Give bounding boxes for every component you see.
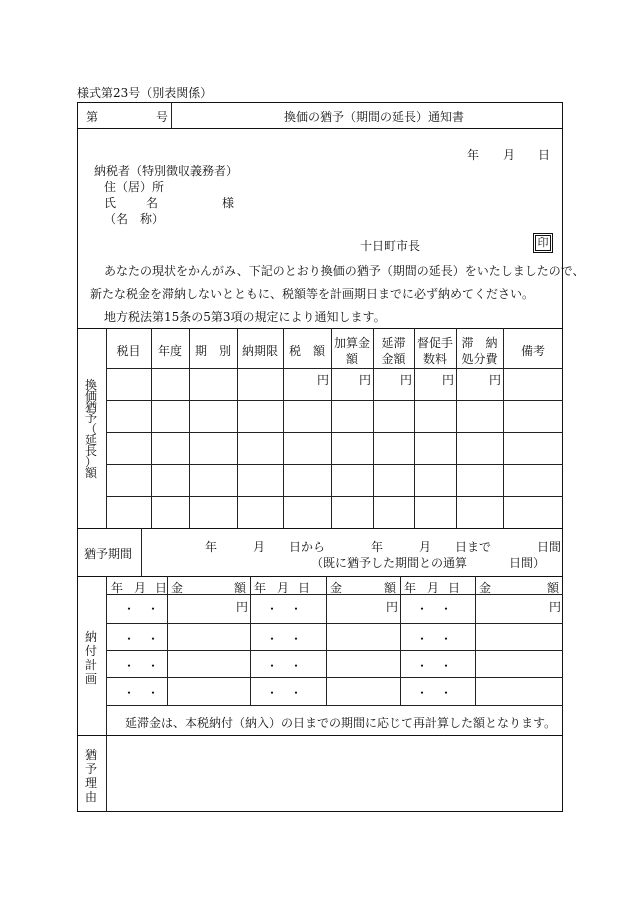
plan-date-dots: ・ ・ [266, 602, 303, 616]
plan-header-amount-b: 額 [234, 581, 247, 595]
yen-unit: 円 [317, 373, 330, 387]
side-label-char: 付 [84, 644, 97, 658]
taxpayer-label: 納税者（特別徴収義務者） [94, 164, 239, 178]
side-label-char: 計 [84, 658, 97, 672]
plan-date-dots: ・ ・ [416, 632, 453, 646]
side-label-char: 理 [84, 776, 97, 790]
plan-header-year: 年 [404, 581, 417, 595]
col-header-tax-amount: 税 額 [288, 344, 325, 358]
plan-header-amount-a: 金 [171, 581, 184, 595]
col-header-disposal-a: 滞 納 [461, 336, 498, 350]
official-seal: 印 [535, 235, 551, 251]
col-header-addition-b: 額 [345, 352, 358, 366]
period-to-year: 年 [371, 540, 384, 554]
plan-note: 延滞金は、本税納付（納入）の日までの期間に応じて再計算した額となります。 [125, 716, 557, 730]
side-label-char: 額 [84, 466, 97, 480]
plan-date-dots: ・ ・ [416, 686, 453, 700]
plan-date-dots: ・ ・ [266, 632, 303, 646]
plan-header-year: 年 [254, 581, 267, 595]
yen-unit: 円 [489, 373, 502, 387]
yen-unit: 円 [442, 373, 455, 387]
plan-header-amount-a: 金 [330, 581, 343, 595]
col-header-addition-a: 加算金 [333, 336, 370, 350]
side-label-char: 猶 [84, 748, 97, 762]
col-header-fiscal-year: 年度 [157, 344, 182, 358]
plan-header-month: 月 [134, 581, 147, 595]
yen-unit: 円 [400, 373, 413, 387]
period-note-b: 日間） [509, 556, 546, 570]
plan-header-day: 日 [155, 581, 168, 595]
yen-unit: 円 [359, 373, 372, 387]
col-header-delay-a: 延滞 [381, 336, 406, 350]
col-header-urge-a: 督促手 [416, 336, 453, 350]
period-note-a: （既に猶予した期間との通算 [311, 556, 468, 570]
plan-header-month: 月 [277, 581, 290, 595]
plan-header-amount-b: 額 [384, 581, 397, 595]
period-from-year: 年 [205, 540, 218, 554]
name-label-b: 名 [146, 196, 159, 210]
period-label: 猶予期間 [84, 547, 133, 561]
plan-date-dots: ・ ・ [123, 602, 160, 616]
side-label-char: ） [84, 455, 97, 469]
col-header-remarks: 備考 [520, 344, 545, 358]
col-header-deadline: 納期限 [241, 344, 278, 358]
side-label-char: 延 [84, 433, 97, 447]
plan-date-dots: ・ ・ [123, 659, 160, 673]
col-header-disposal-b: 処分費 [461, 352, 498, 366]
issuer-name: 十日町市長 [360, 239, 421, 253]
side-label-char: 長 [84, 444, 97, 458]
plan-header-amount-b: 額 [547, 581, 560, 595]
document-title: 換価の猶予（期間の延長）通知書 [284, 110, 465, 124]
body-line-2: 新たな税金を滞納しないとともに、税額等を計画期日までに必ず納めてください。 [90, 287, 535, 301]
honorific-sama: 様 [222, 196, 235, 210]
side-label-char: 由 [84, 790, 97, 804]
date-year-label: 年 [467, 148, 480, 162]
plan-yen-unit: 円 [236, 600, 249, 614]
col-header-delay-b: 金額 [381, 352, 406, 366]
number-suffix: 号 [156, 110, 169, 124]
body-line-1: あなたの現状をかんがみ、下記のとおり換価の猶予（期間の延長）をいたしましたので、 [104, 264, 585, 278]
plan-date-dots: ・ ・ [123, 632, 160, 646]
side-label-char: 予 [84, 411, 97, 425]
col-header-tax-item: 税目 [116, 344, 141, 358]
plan-yen-unit: 円 [549, 600, 562, 614]
side-label-char: 換 [84, 378, 97, 392]
plan-header-year: 年 [111, 581, 124, 595]
date-month-label: 月 [503, 148, 516, 162]
side-label-char: 価 [84, 389, 97, 403]
side-label-char: 納 [84, 630, 97, 644]
plan-header-day: 日 [448, 581, 461, 595]
plan-date-dots: ・ ・ [416, 602, 453, 616]
side-label-char: （ [84, 422, 97, 436]
plan-header-day: 日 [298, 581, 311, 595]
body-line-3: 地方税法第15条の5第3項の規定により通知します。 [104, 310, 386, 324]
period-from-day: 日から [289, 540, 326, 554]
form-number-label: 様式第23号（別表関係） [77, 86, 213, 100]
plan-date-dots: ・ ・ [266, 686, 303, 700]
corp-name-label: （名 称） [104, 212, 165, 226]
period-to-day: 日まで [455, 540, 492, 554]
plan-date-dots: ・ ・ [123, 686, 160, 700]
period-from-month: 月 [253, 540, 266, 554]
plan-header-month: 月 [427, 581, 440, 595]
name-label-a: 氏 [104, 196, 117, 210]
col-header-urge-b: 数料 [422, 352, 447, 366]
side-label-char: 猶 [84, 400, 97, 414]
side-label-char: 予 [84, 762, 97, 776]
period-days: 日間 [537, 540, 562, 554]
date-day-label: 日 [538, 148, 551, 162]
col-header-period: 期 別 [194, 344, 231, 358]
plan-yen-unit: 円 [386, 600, 399, 614]
address-label: 住（居）所 [104, 180, 165, 194]
plan-date-dots: ・ ・ [416, 659, 453, 673]
period-to-month: 月 [419, 540, 432, 554]
plan-date-dots: ・ ・ [266, 659, 303, 673]
number-prefix: 第 [86, 110, 99, 124]
side-label-char: 画 [84, 672, 97, 686]
plan-header-amount-a: 金 [479, 581, 492, 595]
